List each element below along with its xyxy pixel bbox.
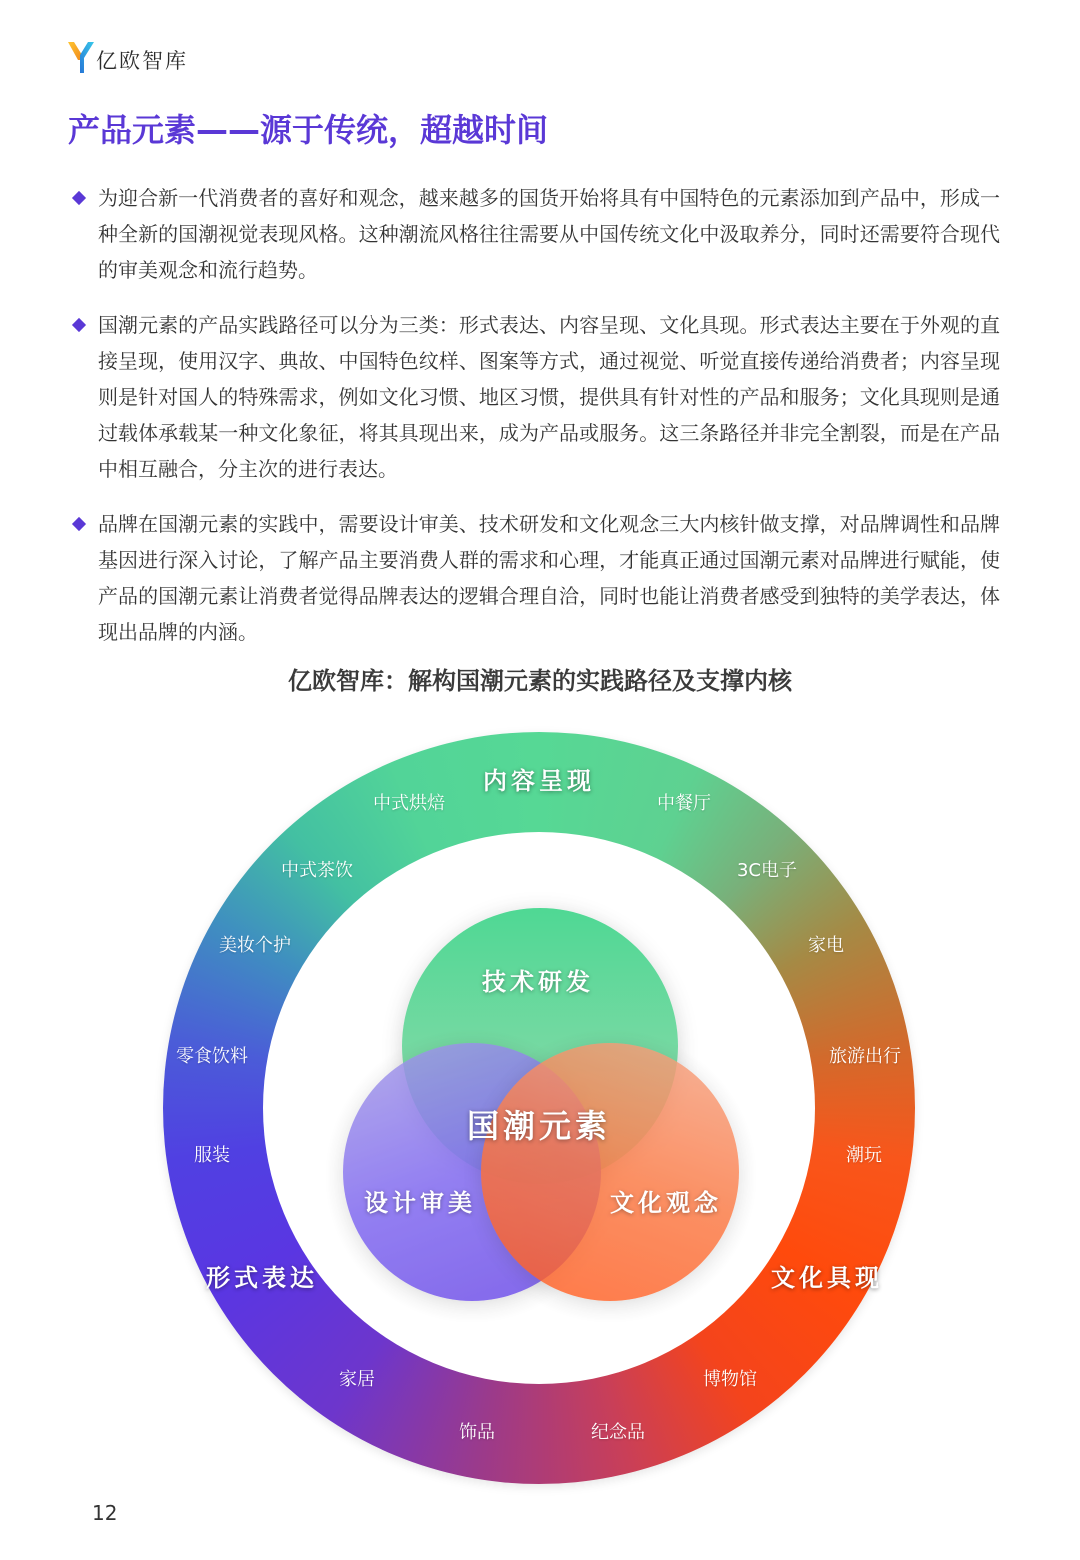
diamond-bullet-icon [72, 191, 86, 205]
bullet-list [70, 180, 1002, 669]
center-label: 国潮元素 [466, 1107, 612, 1145]
core-label-design: 设计审美 [364, 1189, 476, 1217]
bullet-text: 为迎合新一代消费者的喜好和观念，越来越多的国货开始将具有中国特色的元素添加到产品中，形成一种全新的国潮视觉表现风格。这种潮流风格往往需要从中国传统文化中汲取养分，同时还需要符合现代的审美观念和流行趋势。 [98, 186, 1000, 282]
ring-item: 中式烘焙 [373, 793, 445, 814]
ring-item: 博物馆 [703, 1369, 757, 1390]
ring-item: 纪念品 [591, 1422, 645, 1443]
diamond-bullet-icon [72, 517, 86, 531]
bullet-text: 品牌在国潮元素的实践中，需要设计审美、技术研发和文化观念三大内核针做支撑，对品牌调性和品牌基因进行深入讨论，了解产品主要消费人群的需求和心理，才能真正通过国潮元素对品牌进行赋能，使产品的国潮元素让消费者觉得品牌表达的逻辑合理自洽，同时也能让消费者感受到独特的美学表达，体现出品牌的内涵。 [98, 512, 1000, 644]
ring-item: 3C电子 [736, 860, 798, 881]
core-label-culture: 文化观念 [610, 1189, 722, 1217]
ring-item: 美妆个护 [219, 935, 291, 956]
ring-item: 中餐厅 [657, 793, 711, 814]
ring-item: 中式茶饮 [281, 860, 353, 881]
ring-item: 零食饮料 [176, 1046, 248, 1067]
bullet-item [70, 180, 1002, 288]
logo-right-stroke [80, 42, 94, 73]
path-label-culture: 文化具现 [771, 1264, 883, 1292]
path-label-form: 形式表达 [206, 1264, 318, 1292]
core-label-tech: 技术研发 [482, 968, 594, 996]
ring-item: 家居 [339, 1369, 375, 1390]
ring-item: 服装 [194, 1145, 230, 1166]
ring-item: 家电 [808, 935, 844, 956]
logo-left-stroke [68, 42, 82, 60]
core-circle-culture [481, 1043, 739, 1301]
ring-item: 饰品 [459, 1422, 495, 1443]
diamond-bullet-icon [72, 318, 86, 332]
ring-item: 旅游出行 [829, 1046, 901, 1067]
page-title: 产品元素——源于传统，超越时间 [68, 111, 549, 149]
guochao-diagram [163, 732, 915, 1484]
bullet-text: 国潮元素的产品实践路径可以分为三类：形式表达、内容呈现、文化具现。形式表达主要在于外观的直接呈现，使用汉字、典故、中国特色纹样、图案等方式，通过视觉、听觉直接传递给消费者；内容呈现则是针对国人的特殊需求，例如文化习惯、地区习惯，提供具有针对性的产品和服务；文化具现则是通过载体承载某一种文化象征，将其具现出来，成为产品或服务。这三条路径并非完全割裂，而是在产品中相互融合，分主次的进行表达。 [98, 313, 1000, 481]
bullet-item [70, 307, 1002, 487]
yiou-logo-icon [67, 40, 95, 74]
page-number: 12 [92, 1501, 118, 1525]
path-label-content: 内容呈现 [483, 767, 595, 795]
bullet-item [70, 506, 1002, 650]
diagram-title: 亿欧智库：解构国潮元素的实践路径及支撑内核 [288, 667, 792, 695]
brand-name: 亿欧智库 [96, 49, 188, 73]
ring-item: 潮玩 [846, 1145, 882, 1166]
